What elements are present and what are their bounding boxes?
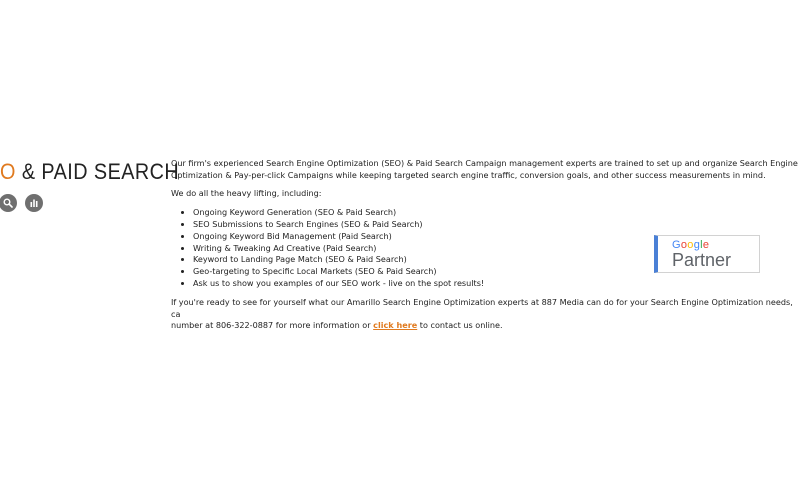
- list-item: • Ongoing Keyword Generation (SEO & Paid Search): [193, 207, 800, 219]
- intro-paragraph: Our firm's experienced Search Engine Optimization (SEO) & Paid Search Campaign management experts are trained to set up and organize Search Engine Optimization & Pay-per-click Campaigns while keeping targeted search engine traffic, conversion goals, and other success measurements in mind.: [171, 158, 798, 180]
- list-item: • Ongoing Keyword Bid Management (Paid Search): [193, 231, 800, 243]
- heading-accent-letter: O: [0, 159, 16, 184]
- search-button[interactable]: [0, 194, 17, 212]
- heading-text: & PAID SEARCH: [15, 159, 180, 184]
- lead-paragraph: We do all the heavy lifting, including:: [171, 188, 322, 199]
- closing-text-start: If you're ready to see for yourself what our Amarillo Search Engine Optimization experts at 887 Media can do for your Search Engine Optimization needs, ca: [171, 297, 793, 319]
- closing-text-mid: number at 806-322-0887 for more information or: [171, 320, 374, 331]
- google-partner-badge[interactable]: [654, 235, 760, 273]
- search-icon: [3, 198, 13, 208]
- list-item: • Geo-targeting to Specific Local Markets (SEO & Paid Search): [193, 266, 800, 278]
- list-item: • Writing & Tweaking Ad Creative (Paid Search): [193, 243, 800, 255]
- bar-chart-icon: [29, 198, 39, 208]
- google-logo: Google: [672, 239, 710, 251]
- section-heading: [0, 159, 179, 185]
- list-item: • SEO Submissions to Search Engines (SEO & Paid Search): [193, 219, 800, 231]
- closing-text-end: to contact us online.: [417, 320, 503, 331]
- partner-label: Partner: [672, 250, 732, 270]
- contact-link[interactable]: click here: [373, 320, 418, 331]
- list-item: • Keyword to Landing Page Match (SEO & Paid Search): [193, 254, 800, 266]
- list-item: • Ask us to show you examples of our SEO work - live on the spot results!: [193, 278, 800, 290]
- closing-paragraph: [171, 297, 800, 332]
- analytics-button[interactable]: [25, 194, 43, 212]
